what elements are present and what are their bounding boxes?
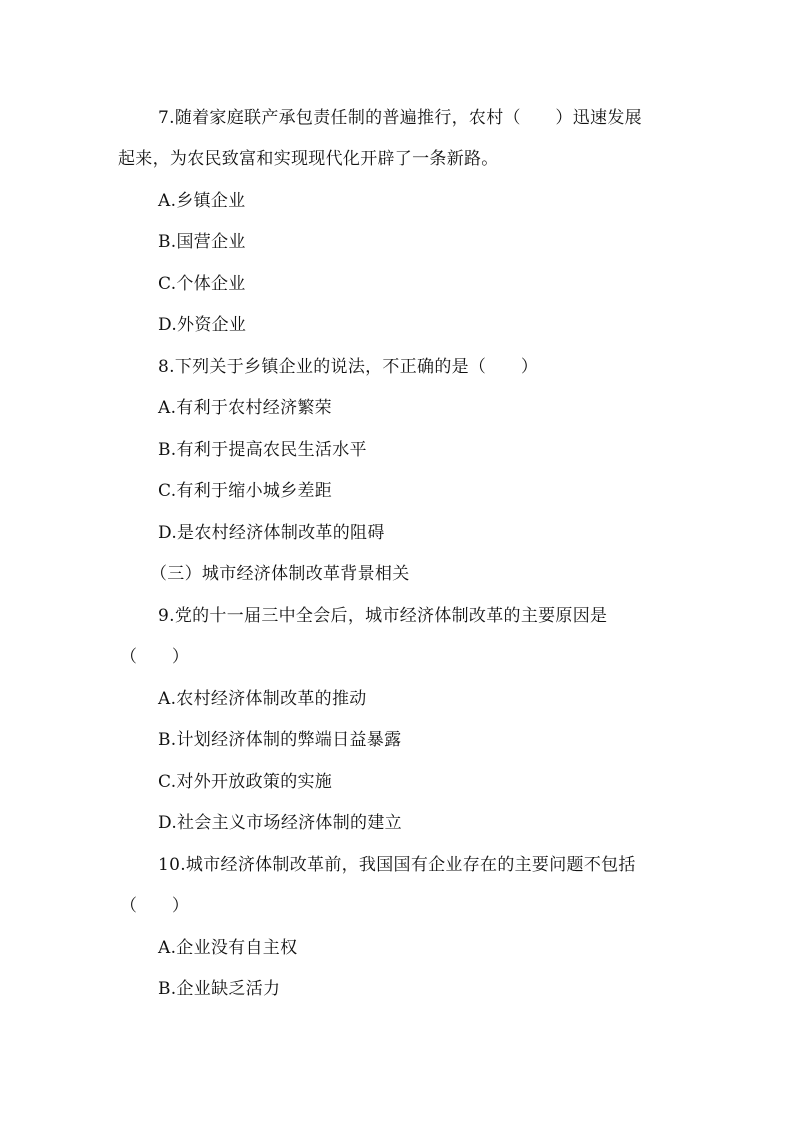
question-9-option-d: D.社会主义市场经济体制的建立 — [158, 813, 402, 833]
question-7-option-b: B.国营企业 — [158, 232, 246, 252]
question-8-option-a: A.有利于农村经济繁荣 — [158, 398, 332, 418]
question-9-option-c: C.对外开放政策的实施 — [158, 772, 333, 792]
question-7-option-a: A.乡镇企业 — [158, 191, 246, 211]
question-7-option-c: C.个体企业 — [158, 274, 246, 294]
section-heading: （三）城市经济体制改革背景相关 — [150, 564, 410, 584]
question-8-option-d: D.是农村经济体制改革的阻碍 — [158, 523, 385, 543]
question-8-stem: 8.下列关于乡镇企业的说法，不正确的是（ ） — [158, 357, 539, 377]
question-7-option-d: D.外资企业 — [158, 315, 247, 335]
question-8-option-c: C.有利于缩小城乡差距 — [158, 481, 333, 501]
question-9-option-a: A.农村经济体制改革的推动 — [158, 689, 367, 709]
question-7-stem-line-1: 7.随着家庭联产承包责任制的普遍推行，农村（ ）迅速发展 — [158, 108, 642, 128]
question-8-option-b: B.有利于提高农民生活水平 — [158, 440, 367, 460]
question-9-stem-line-1: 9.党的十一届三中全会后，城市经济体制改革的主要原因是 — [158, 606, 608, 626]
question-10-option-b: B.企业缺乏活力 — [158, 979, 281, 999]
question-10-option-a: A.企业没有自主权 — [158, 938, 298, 958]
question-9-stem-line-2: （ ） — [120, 647, 190, 667]
question-10-stem-line-2: （ ） — [120, 896, 190, 916]
question-10-stem-line-1: 10.城市经济体制改革前，我国国有企业存在的主要问题不包括 — [158, 855, 636, 875]
question-9-option-b: B.计划经济体制的弊端日益暴露 — [158, 730, 402, 750]
question-7-stem-line-2: 起来，为农民致富和实现现代化开辟了一条新路。 — [118, 149, 499, 169]
